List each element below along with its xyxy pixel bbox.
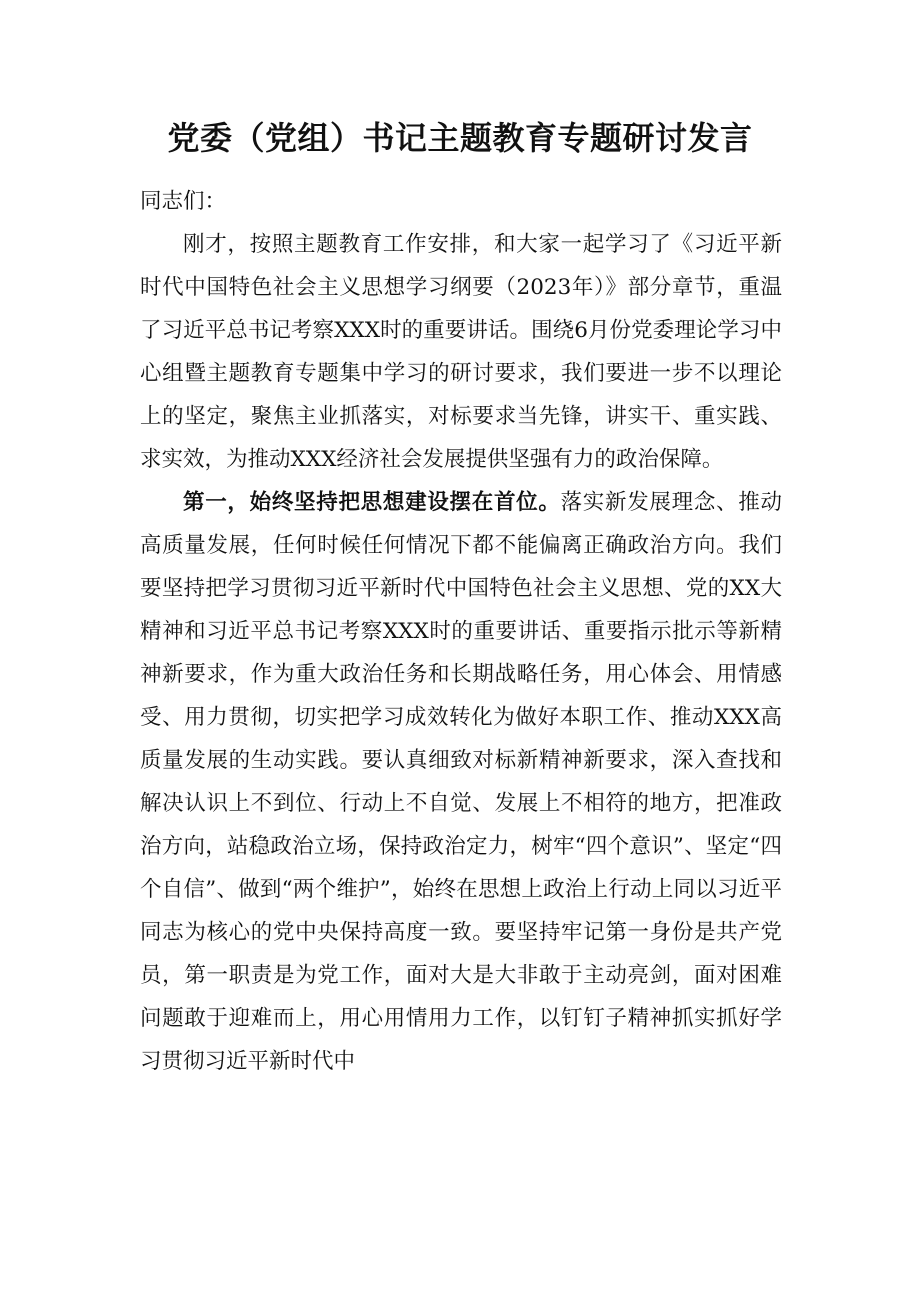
paragraph-first-point	[140, 481, 782, 1083]
paragraph-lead-heading: 第一，始终坚持把思想建设摆在首位。	[183, 490, 561, 515]
paragraph-intro: 刚才，按照主题教育工作安排，和大家一起学习了《习近平新时代中国特色社会主义思想学习纲要（2023年）》部分章节，重温了习近平总书记考察XXX时的重要讲话。围绕6月份党委理论学习中心组暨主题教育专题集中学习的研讨要求，我们要进一步不以理论上的坚定，聚焦主业抓落实，对标要求当先锋，讲实干、重实践、求实效，为推动XXX经济社会发展提供坚强有力的政治保障。	[140, 232, 782, 472]
document-body	[140, 180, 782, 1083]
document-title: 党委（党组）书记主题教育专题研讨发言	[167, 119, 753, 157]
paragraph-first-point-text: 落实新发展理念、推动高质量发展，任何时候任何情况下都不能偏离正确政治方向。我们要坚持把学习贯彻习近平新时代中国特色社会主义思想、党的XX大精神和习近平总书记考察XXX时的重要讲话、重要指示批示等新精神新要求，作为重大政治任务和长期战略任务，用心体会、用情感受、用力贯彻，切实把学习成效转化为做好本职工作、推动XXX高质量发展的生动实践。要认真细致对标新精神新要求，深入查找和解决认识上不到位、行动上不自觉、发展上不相符的地方，把准政治方向，站稳政治立场，保持政治定力，树牢“四个意识”、坚定“四个自信”、做到“两个维护”，始终在思想上政治上行动上同以习近平同志为核心的党中央保持高度一致。要坚持牢记第一身份是共产党员，第一职责是为党工作，面对大是大非敢于主动亮剑，面对困难问题敢于迎难而上，用心用情用力工作，以钉钉子精神抓实抓好学习贯彻习近平新时代中	[140, 490, 782, 1074]
salutation: 同志们：	[140, 189, 227, 214]
